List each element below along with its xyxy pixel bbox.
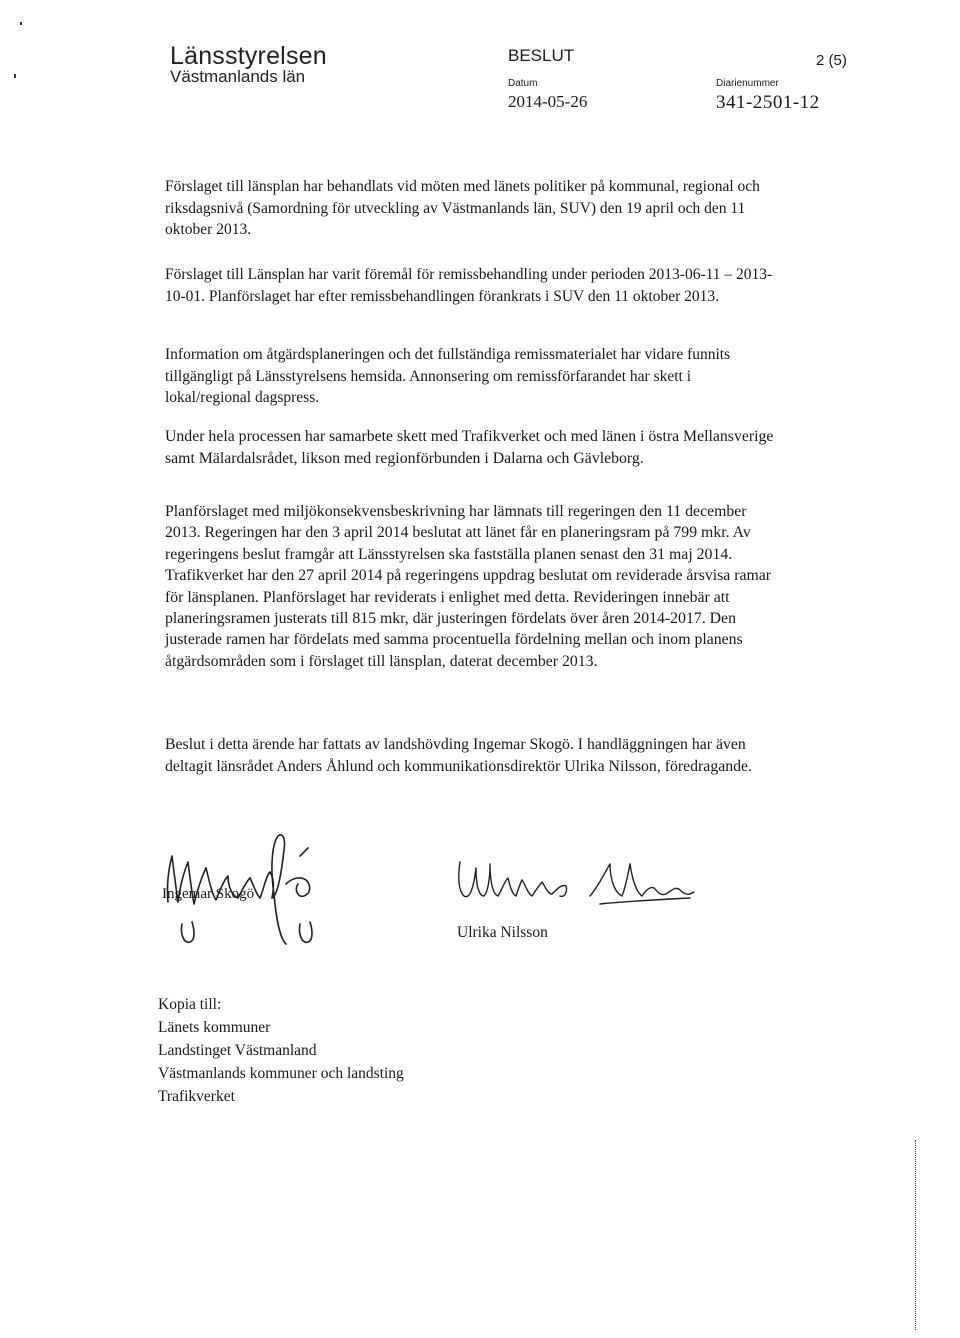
paragraph-decision-makers: Beslut i detta ärende har fattats av landshövding Ingemar Skogö. I handläggningen har även deltagit länsrådet Anders Åhlund och kommunikationsdirektör Ulrika Nilsson, föredragande. [165,736,752,775]
paragraph-collaboration: Under hela processen har samarbete skett med Trafikverket och med länen i östra Mellansverige samt Mälardalsrådet, likson med regionförbunden i Dalarna och Gävleborg. [165,428,774,467]
page-number: 2 (5) [816,52,847,69]
copy-recipient: Landstinget Västmanland [158,1042,317,1059]
scan-artifact-dot [20,22,22,25]
scan-artifact-dot [14,74,16,78]
signature-ulrika-nilsson [450,856,710,916]
copy-to-block [158,993,404,1108]
paragraph-government-decision: Planförslaget med miljökonsekvensbeskrivning har lämnats till regeringen den 11 december 2013. Regeringen har den 3 april 2014 beslutat att länet får en planeringsram på 799 mkr. Av regeringens beslut framgår att Länsstyrelsen ska fastställa planen senast den 31 maj 2014. Trafikverket har den 27 april 2014 på regeringens uppdrag beslutat om reviderade årsvisa ramar för länsplanen. Planförslaget har reviderats i enlighet med detta. Revideringen innebär att planeringsramen justerats till 815 mkr, där justeringen fördelats över åren 2014-2017. Den justerade ramen har fördelats med samma procentuella fördelning mellan och inom planens åtgärdsområden som i förslaget till länsplan, daterat december 2013. [165,503,772,670]
paragraph-information: Information om åtgärdsplaneringen och det fullständiga remissmaterialet har vidare funnits tillgängligt på Länsstyrelsens hemsida. Annonsering om remissförfarandet har skett i lokal/regional dagspress. [165,346,731,407]
diarienummer-label: Diarienummer [716,78,779,89]
diarienummer-value: 341-2501-12 [716,92,820,113]
signature-name-left: Ingemar Skogö [162,886,255,902]
date-value: 2014-05-26 [508,92,588,111]
copy-recipient: Västmanlands kommuner och landsting [158,1065,404,1082]
agency-name: Länsstyrelsen [170,42,327,70]
copy-recipient: Trafikverket [158,1088,235,1105]
paragraph-meetings: Förslaget till länsplan har behandlats vid möten med länets politiker på kommunal, regional och riksdagsnivå (Samordning för utveckling av Västmanlands län, SUV) den 19 april och den 11 oktober 2013. [165,178,760,239]
scan-artifact-line [915,1140,916,1330]
copy-recipient: Länets kommuner [158,1019,271,1036]
paragraph-consultation: Förslaget till Länsplan har varit föremål för remissbehandling under perioden 2013-06-11 – 2013-10-01. Planförslaget har efter remissbehandlingen förankrats i SUV den 11 oktober 2013. [165,266,773,305]
document-type: BESLUT [508,46,575,65]
agency-subname: Västmanlands län [170,67,306,86]
date-label: Datum [508,78,538,89]
signature-name-right: Ulrika Nilsson [457,924,548,941]
copy-to-heading: Kopia till: [158,996,222,1013]
